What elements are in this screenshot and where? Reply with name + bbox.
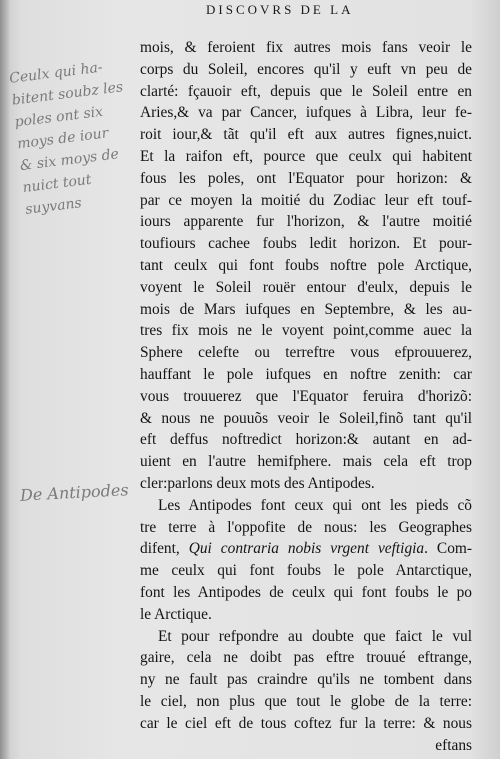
marginal-note-line: suyvans (24, 195, 83, 218)
text-line: ny ne fault pas craindre qu'ils ne tombent dans (140, 671, 472, 689)
text-line: hauffant le pole iufques en noftre zenith: car (140, 365, 472, 383)
text-line: roit iour,& tãt qu'il eft aux autres fignes,nuict. (140, 126, 472, 144)
text-line: clarté: fçauoir eft, depuis que le Soleil entre en (140, 82, 472, 100)
text-line: font les Antipodes de ceulx qui font foubs le po (140, 583, 472, 601)
latin-quotation: Qui contraria nobis vrgent veftigia (188, 540, 425, 558)
marginal-note-line: Ceulx qui ha- (8, 59, 104, 87)
text-line: corps du Soleil, encores qu'il y euft vn peu de (140, 60, 472, 78)
text-line: eft deffus noftredict horizon:& autant en ad- (140, 431, 472, 449)
text-line: me ceulx qui font foubs le pole Antarctique, (140, 562, 472, 580)
text-line: iours apparente fur l'horizon, & l'autre moitié (140, 213, 472, 231)
body-text-block (140, 37, 472, 756)
text-line: mois de Mars iufques en Septembre, & les au- (140, 300, 472, 318)
marginal-note-poles (8, 52, 156, 221)
text-line: toufiours cachee foubs ledit horizon. Et pour- (140, 235, 472, 253)
marginal-note-line: poles ont six (13, 103, 104, 131)
text-line: par ce moyen la moitié du Zodiac leur eft touf- (140, 191, 472, 209)
text-line: difent, Qui contraria nobis vrgent veftigia. Com- (140, 540, 472, 558)
text-line: gaire, cela ne doibt pas eftre trouué eftrange, (140, 649, 472, 667)
text-line: tre terre à l'oppofite de nous: les Geographes (140, 518, 472, 536)
running-head: DISCOVRS DE LA (206, 2, 354, 17)
text-line: voyent le Soleil rouër entour d'eulx, depuis le (140, 278, 472, 296)
text-line: vous trouuerez que l'Equator feruira d'horizõ: (140, 387, 472, 405)
text-line: Sphere celefte ou terreftre vous efprouuerez, (140, 344, 472, 362)
text-line: car le ciel eft de tous coftez fur la terre: & nous (140, 714, 472, 732)
marginal-note-line: nuict tout (21, 171, 93, 197)
text-line: eftans (435, 736, 472, 754)
text-line: fous les poles, ont l'Equator pour horizon: & (140, 169, 472, 187)
text-line: & nous ne pouuõs veoir le Soleil,finõ tant qu'il (140, 409, 472, 427)
marginal-note-line: moys de iour (16, 125, 110, 153)
text-line: Et pour refpondre au doubte que faict le vul (158, 627, 472, 645)
text-line: cler:parlons deux mots des Antipodes. (140, 474, 375, 492)
text-line: mois, & feroient fix autres mois fans veoir le (140, 39, 472, 56)
binding-gutter (0, 0, 10, 759)
marginal-note-line: bitent soubz les (11, 79, 124, 109)
text-line: tant ceulx qui font foubs noftre pole Arctique, (140, 256, 472, 274)
text-line: tres fix mois ne le voyent point,comme auec la (140, 322, 472, 340)
marginal-note-line: & six moys de (19, 146, 120, 175)
text-line: Et la raifon eft, pource que ceulx qui habitent (140, 147, 472, 165)
text-line: Aries,& va par Cancer, iufques à Libra, leur fe- (140, 104, 472, 122)
text-line: Les Antipodes font ceux qui ont les pieds cõ (158, 496, 472, 514)
text-line: le Arctique. (140, 605, 212, 623)
text-line: uient en l'autre hemifphere. mais cela eft trop (140, 453, 472, 471)
text-line: le ciel, non plus que tout le globe de la terre: (140, 692, 472, 710)
marginal-note-antipodes: De Antipodes (19, 480, 129, 505)
